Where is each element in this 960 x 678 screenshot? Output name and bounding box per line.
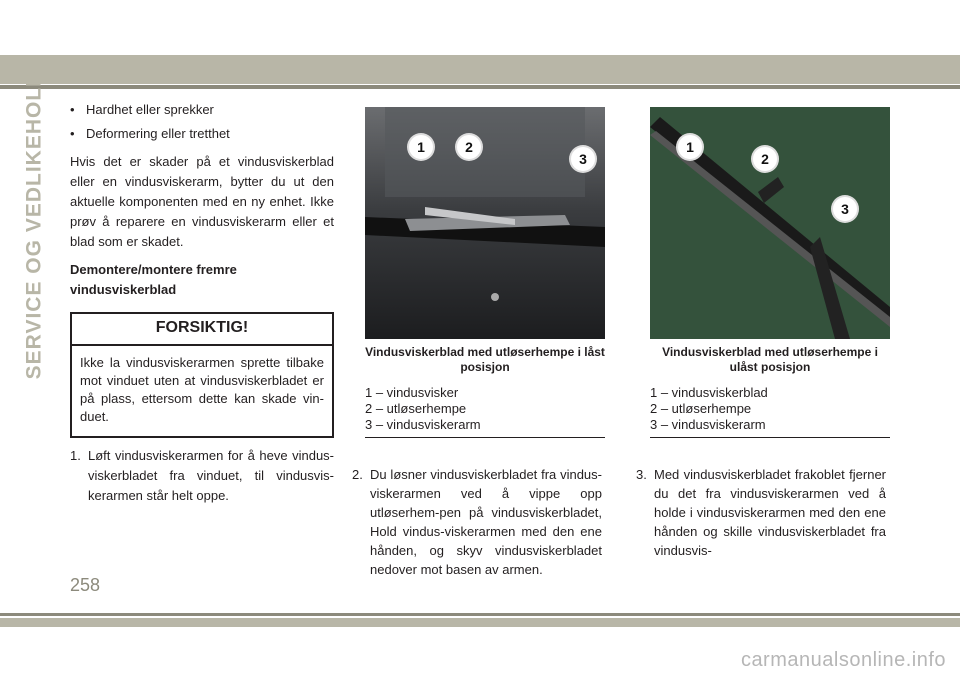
bullet-item bbox=[70, 124, 334, 144]
step-number: 3. bbox=[636, 467, 647, 482]
figure-legend bbox=[365, 385, 605, 438]
section-subheading: Demontere/montere fremre vindusviskerblad bbox=[70, 262, 237, 297]
step-2-column bbox=[352, 465, 602, 579]
header-band bbox=[0, 55, 960, 84]
step-number: 1. bbox=[70, 448, 81, 463]
callout-2: 2 bbox=[457, 135, 481, 159]
left-column bbox=[70, 100, 334, 506]
step-1 bbox=[70, 446, 334, 506]
callout-2: 2 bbox=[753, 147, 777, 171]
legend-item: 2 – utløserhempe bbox=[650, 401, 752, 416]
figure-locked bbox=[365, 107, 605, 438]
figure-unlocked bbox=[650, 107, 890, 438]
callout-3: 3 bbox=[833, 197, 857, 221]
footer-band bbox=[0, 618, 960, 627]
legend-item: 2 – utløserhempe bbox=[365, 401, 467, 416]
bullet-dot: • bbox=[70, 102, 75, 117]
step-3-column bbox=[636, 465, 886, 560]
legend-item: 1 – vindusviskerblad bbox=[650, 385, 768, 400]
bullet-text: Deformering eller tretthet bbox=[86, 126, 230, 141]
legend-item: 3 – vindusviskerarm bbox=[365, 417, 481, 432]
step-number: 2. bbox=[352, 467, 363, 482]
bullet-text: Hardhet eller sprekker bbox=[86, 102, 214, 117]
wiper-locked-photo bbox=[365, 107, 605, 339]
caution-title: FORSIKTIG! bbox=[72, 314, 332, 346]
footer-rule bbox=[0, 613, 960, 616]
callout-1: 1 bbox=[678, 135, 702, 159]
figure-legend bbox=[650, 385, 890, 438]
section-side-tab bbox=[14, 70, 54, 380]
caution-box bbox=[70, 312, 334, 438]
watermark: carmanualsonline.info bbox=[740, 649, 946, 671]
step-text: Du løsner vindusviskerbladet fra vindus-viskerarmen ved å vippe opp utløserhem-pen på vindusviskerbladet, Hold vindus-viskerarmen med den ene hånden, og skyv vindusviskerbladet nedover mot basen av armen. bbox=[370, 467, 602, 577]
legend-item: 3 – vindusviskerarm bbox=[650, 417, 766, 432]
callout-3: 3 bbox=[571, 147, 595, 171]
figure-caption: Vindusviskerblad med utløserhempe i ulåst posisjon bbox=[662, 345, 878, 374]
callout-1: 1 bbox=[409, 135, 433, 159]
section-title: SERVICE OG VEDLIKEHOLD bbox=[22, 70, 46, 380]
wiper-locked-illustration bbox=[365, 107, 605, 339]
wiper-unlocked-photo bbox=[650, 107, 890, 339]
intro-paragraph: Hvis det er skader på et vindusviskerblad eller en vindusviskerarm, bytter du ut den aktuelle komponenten med en ny enhet. Ikke prøv å reparere en vindusviskerarm eller et blad som er skadet. bbox=[70, 154, 334, 249]
step-text: Med vindusviskerbladet frakoblet fjerner du det fra vindusviskerarmen ved å holde i vindusviskerarmen med den ene hånden og skille vindusviskerbladet fra vindusvis- bbox=[654, 467, 886, 558]
header-rule bbox=[0, 85, 960, 89]
legend-item: 1 – vindusvisker bbox=[365, 385, 459, 400]
step-3 bbox=[636, 465, 886, 560]
page-number: 258 bbox=[70, 575, 101, 595]
bullet-dot: • bbox=[70, 126, 75, 141]
step-text: Løft vindusviskerarmen for å heve vindus-viskerbladet fra vinduet, til vindusvis-kerarmen står helt oppe. bbox=[88, 448, 334, 503]
bullet-item bbox=[70, 100, 334, 120]
figure-caption: Vindusviskerblad med utløserhempe i låst posisjon bbox=[365, 345, 605, 374]
caution-body: Ikke la vindusviskerarmen sprette tilbake mot vinduet uten at vindusviskerbladet er på plass, ettersom dette kan skade vin-duet. bbox=[80, 355, 324, 424]
step-2 bbox=[352, 465, 602, 579]
